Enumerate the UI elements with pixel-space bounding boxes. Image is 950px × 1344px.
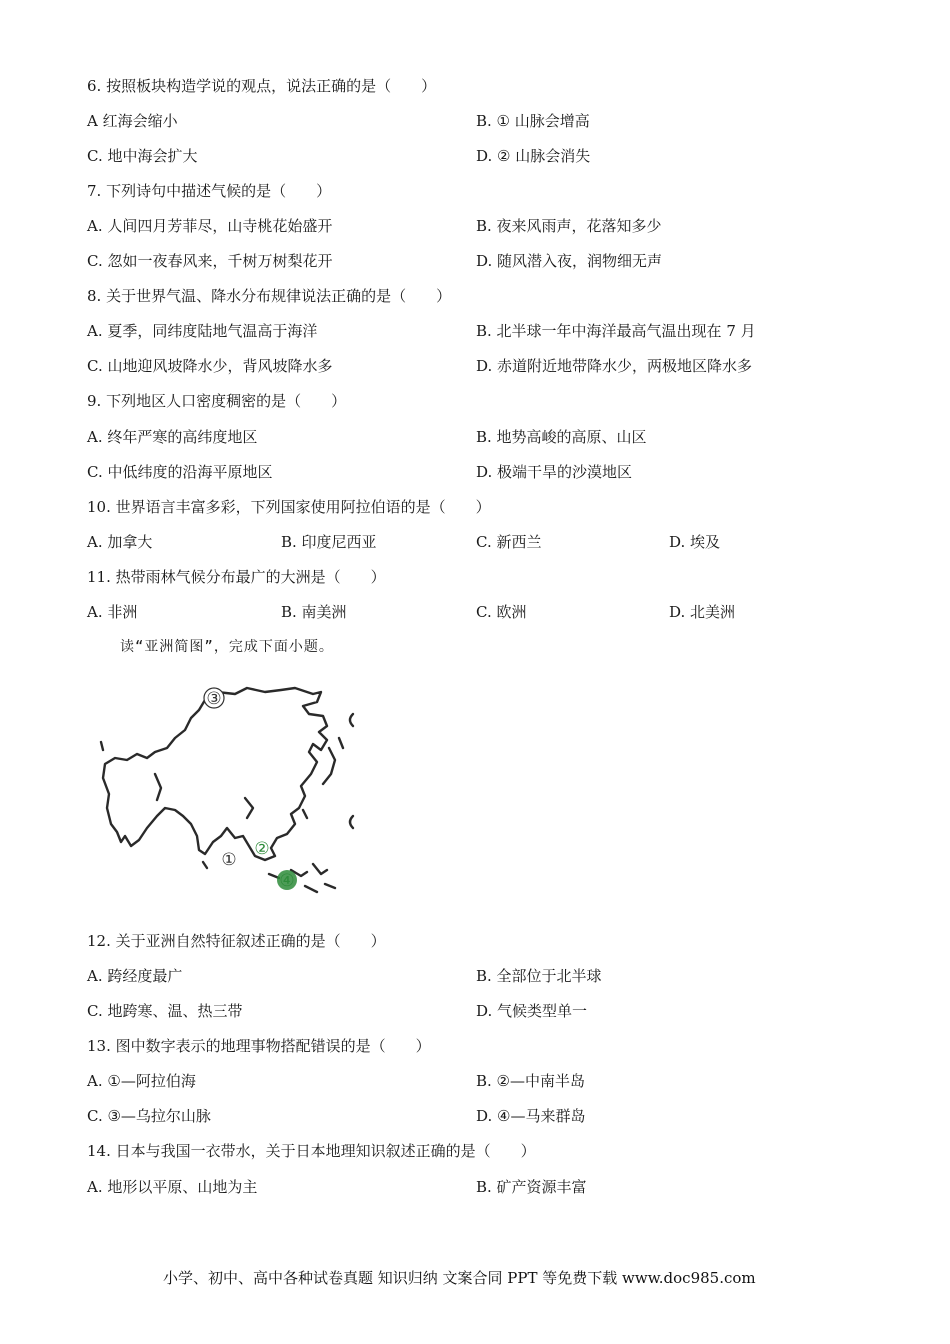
question-12-option-c: C. 地跨寒、温、热三带 [87,1002,243,1020]
asia-outline [103,688,327,860]
question-14-option-a: A. 地形以平原、山地为主 [87,1178,258,1196]
question-10-option-c: C. 新西兰 [476,533,542,551]
question-13-option-b: B. ②—中南半岛 [476,1072,586,1090]
question-13-option-d: D. ④—马来群岛 [476,1107,586,1125]
question-9-option-c: C. 中低纬度的沿海平原地区 [87,463,273,481]
question-7-stem: 7. 下列诗句中描述气候的是（ ） [87,182,332,200]
question-9-stem: 9. 下列地区人口密度稠密的是（ ） [87,392,347,410]
marker-4-label: ④ [279,871,295,891]
map-intro: 读“亚洲简图”，完成下面小题。 [120,639,334,655]
question-12-option-b: B. 全部位于北半球 [476,967,602,985]
question-11-option-d: D. 北美洲 [669,603,736,621]
question-9-option-b: B. 地势高峻的高原、山区 [476,428,647,446]
eastern-fragment-bottom [350,816,353,828]
question-6-stem: 6. 按照板块构造学说的观点，说法正确的是（ ） [87,77,437,95]
asia-sketch-map [95,678,365,910]
question-10-option-a: A. 加拿大 [87,533,153,551]
question-7-option-d: D. 随风潜入夜，润物细无声 [476,252,663,270]
question-8-option-b: B. 北半球一年中海洋最高气温出现在 7 月 [476,322,756,340]
question-8-stem: 8. 关于世界气温、降水分布规律说法正确的是（ ） [87,287,452,305]
question-11-option-b: B. 南美洲 [281,603,347,621]
question-6-option-b: B. ① 山脉会增高 [476,112,590,130]
sri-lanka-island [203,862,207,868]
marker-1-label: ① [221,850,237,870]
question-6-option-a: A 红海会缩小 [87,112,178,130]
question-11-option-c: C. 欧洲 [476,603,527,621]
inland-detail [155,774,253,818]
question-14-stem: 14. 日本与我国一衣带水，关于日本地理知识叙述正确的是（ ） [87,1142,536,1160]
question-13-stem: 13. 图中数字表示的地理事物搭配错误的是（ ） [87,1037,431,1055]
question-7-option-a: A. 人间四月芳菲尽，山寺桃花始盛开 [87,217,333,235]
question-11-stem: 11. 热带雨林气候分布最广的大洲是（ ） [87,568,386,586]
page-footer: 小学、初中、高中各种试卷真题 知识归纳 文案合同 PPT 等免费下载 www.doc985.com [163,1269,756,1287]
question-11-option-a: A. 非洲 [87,603,138,621]
question-10-option-b: B. 印度尼西亚 [281,533,377,551]
question-7-option-c: C. 忽如一夜春风来，千树万树梨花开 [87,252,333,270]
question-13-option-a: A. ①—阿拉伯海 [87,1072,196,1090]
marker-2-label: ② [254,839,270,859]
eastern-fragment-top [350,714,353,726]
question-10-option-d: D. 埃及 [669,533,721,551]
western-fragment [101,742,103,750]
question-6-option-d: D. ② 山脉会消失 [476,147,591,165]
question-14-option-b: B. 矿产资源丰富 [476,1178,587,1196]
marker-3-label: ③ [206,689,222,709]
question-7-option-b: B. 夜来风雨声，花落知多少 [476,217,662,235]
question-8-option-a: A. 夏季，同纬度陆地气温高于海洋 [87,322,318,340]
question-12-stem: 12. 关于亚洲自然特征叙述正确的是（ ） [87,932,386,950]
question-13-option-c: C. ③—乌拉尔山脉 [87,1107,211,1125]
question-8-option-d: D. 赤道附近地带降水少，两极地区降水多 [476,357,753,375]
question-9-option-d: D. 极端干旱的沙漠地区 [476,463,633,481]
question-10-stem: 10. 世界语言丰富多彩，下列国家使用阿拉伯语的是（ ） [87,498,491,516]
taiwan-island [303,810,307,818]
question-12-option-a: A. 跨经度最广 [87,967,183,985]
japan-islands [323,738,343,784]
question-9-option-a: A. 终年严寒的高纬度地区 [87,428,258,446]
question-12-option-d: D. 气候类型单一 [476,1002,588,1020]
question-8-option-c: C. 山地迎风坡降水少，背风坡降水多 [87,357,333,375]
question-6-option-c: C. 地中海会扩大 [87,147,198,165]
